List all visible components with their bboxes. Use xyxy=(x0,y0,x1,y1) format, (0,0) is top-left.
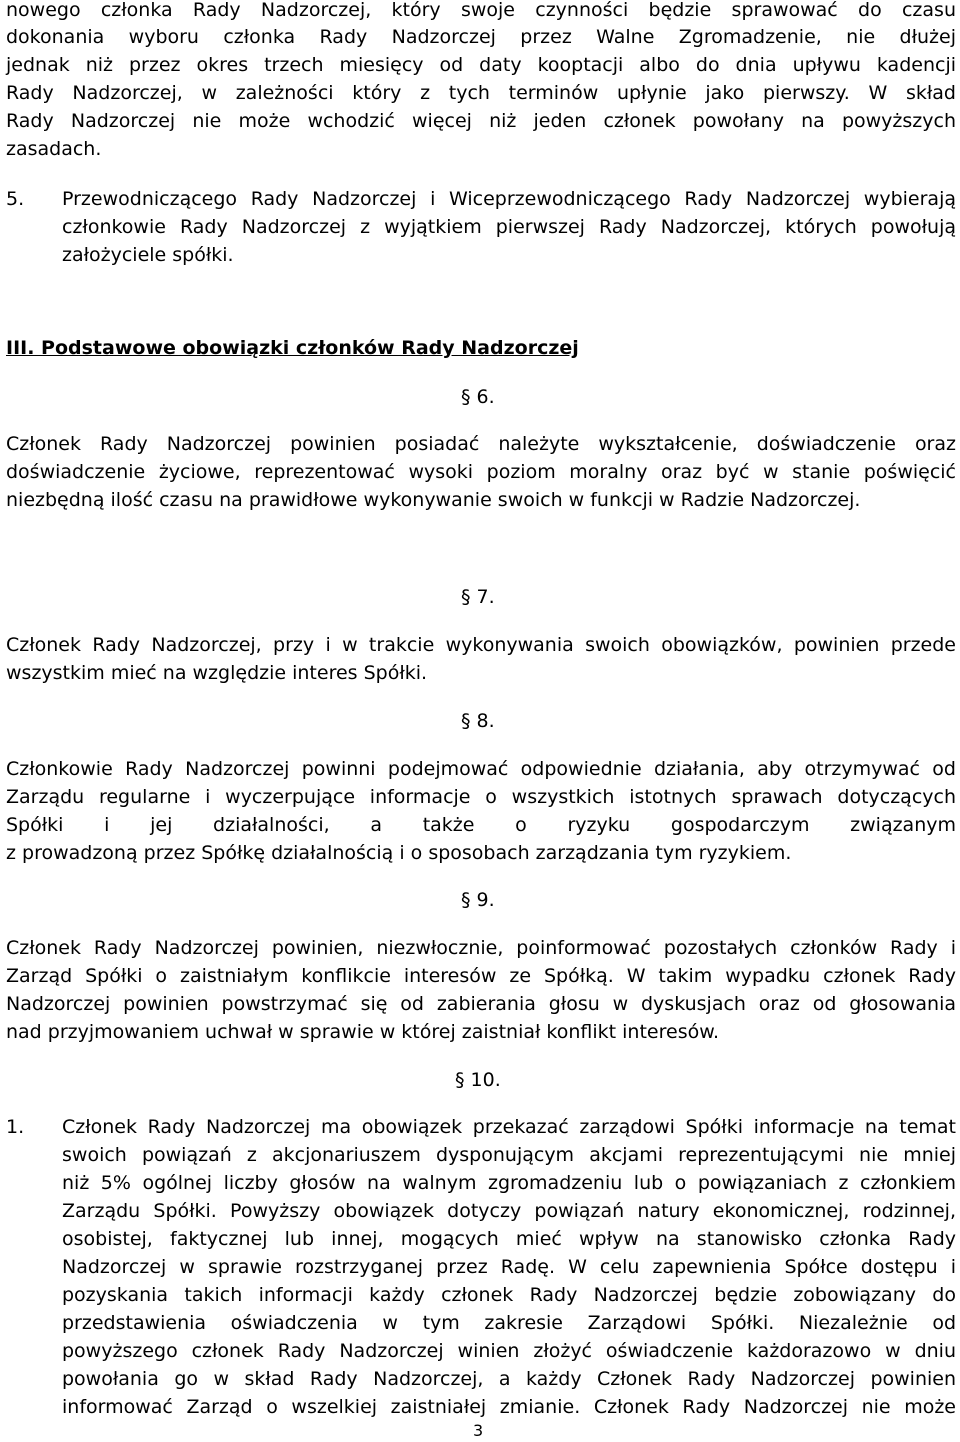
text-line: wszystkim mieć na względzie interes Spółki. xyxy=(6,662,428,684)
text-line: informować Zarząd o wszelkiej zaistniałej zmianie. Członek Rady Nadzorczej nie może xyxy=(62,1396,956,1418)
text-line: jednak niż przez okres trzech miesięcy od daty kooptacji albo do dnia upływu kadencji xyxy=(6,54,956,76)
text-line: Zarządu Spółki. Powyższy obowiązek dotyczy powiązań natury ekonomicznej, rodzinnej, xyxy=(62,1200,956,1222)
text-line: doświadczenie życiowe, reprezentować wysoki poziom moralny oraz być w stanie poświęcić xyxy=(6,461,956,483)
text-line: z prowadzoną przez Spółkę działalnością i o sposobach zarządzania tym ryzykiem. xyxy=(6,842,792,864)
text-line: swoich powiązań z akcjonariuszem dysponującym akcjami reprezentującymi nie mniej xyxy=(62,1144,956,1166)
text-line: Członek Rady Nadzorczej powinien, niezwłocznie, poinformować pozostałych członków Rady i xyxy=(6,937,956,959)
text-line: Członkowie Rady Nadzorczej powinni podejmować odpowiednie działania, aby otrzymywać od xyxy=(6,758,956,780)
text-line: Przewodniczącego Rady Nadzorczej i Wiceprzewodniczącego Rady Nadzorczej wybierają xyxy=(62,188,956,210)
text-line: Członek Rady Nadzorczej ma obowiązek przekazać zarządowi Spółki informacje na temat xyxy=(62,1116,956,1138)
text-line: powołania go w skład Rady Nadzorczej, a każdy Członek Rady Nadzorczej powinien xyxy=(62,1368,956,1390)
paragraph-sign-10: § 10. xyxy=(455,1069,501,1091)
list-number: 1. xyxy=(6,1116,25,1138)
section-heading: III. Podstawowe obowiązki członków Rady Nadzorczej xyxy=(6,337,579,359)
text-line: Członek Rady Nadzorczej, przy i w trakcie wykonywania swoich obowiązków, powinien przede xyxy=(6,634,956,656)
text-line: pozyskania takich informacji każdy członek Rady Nadzorczej będzie zobowiązany do xyxy=(62,1284,956,1306)
text-line: zasadach. xyxy=(6,138,102,160)
text-line: członkowie Rady Nadzorczej z wyjątkiem pierwszej Rady Nadzorczej, których powołują xyxy=(62,216,956,238)
text-line: Zarząd Spółki o zaistniałym konflikcie interesów ze Spółką. W takim wypadku członek Rady xyxy=(6,965,956,987)
text-line: przedstawienia oświadczenia w tym zakresie Zarządowi Spółki. Niezależnie od xyxy=(62,1312,956,1334)
text-line: Członek Rady Nadzorczej powinien posiadać należyte wykształcenie, doświadczenie oraz xyxy=(6,433,956,455)
text-line: Rady Nadzorczej, w zależności który z tych terminów upłynie jako pierwszy. W skład xyxy=(6,82,956,104)
text-line: dokonania wyboru członka Rady Nadzorczej przez Walne Zgromadzenie, nie dłużej xyxy=(6,26,956,48)
paragraph-sign-9: § 9. xyxy=(461,889,495,911)
text-line: powyższego członek Rady Nadzorczej winien złożyć oświadczenie każdorazowo w dniu xyxy=(62,1340,956,1362)
paragraph-sign-6: § 6. xyxy=(461,386,495,408)
text-line: Zarządu regularne i wyczerpujące informacje o wszystkich istotnych sprawach dotyczących xyxy=(6,786,956,808)
text-line: Rady Nadzorczej nie może wchodzić więcej niż jeden członek powołany na powyższych xyxy=(6,110,956,132)
text-line: niż 5% ogólnej liczby głosów na walnym zgromadzeniu lub o powiązaniach z członkiem xyxy=(62,1172,956,1194)
text-line: nad przyjmowaniem uchwał w sprawie w której zaistniał konflikt interesów. xyxy=(6,1021,720,1043)
text-line: Nadzorczej w sprawie rozstrzyganej przez Radę. W celu zapewnienia Spółce dostępu i xyxy=(62,1256,956,1278)
paragraph-sign-8: § 8. xyxy=(461,710,495,732)
paragraph-sign-7: § 7. xyxy=(461,586,495,608)
text-line: osobistej, faktycznej lub innej, mogących mieć wpływ na stanowisko członka Rady xyxy=(62,1228,956,1250)
page-number: 3 xyxy=(473,1421,484,1440)
text-line: nowego członka Rady Nadzorczej, który swoje czynności będzie sprawować do czasu xyxy=(6,0,956,21)
list-number: 5. xyxy=(6,188,25,210)
text-line: Nadzorczej powinien powstrzymać się od zabierania głosu w dyskusjach oraz od głosowania xyxy=(6,993,956,1015)
text-line: założyciele spółki. xyxy=(62,244,234,266)
text-line: niezbędną ilość czasu na prawidłowe wykonywanie swoich w funkcji w Radzie Nadzorczej. xyxy=(6,489,861,511)
text-line: Spółki i jej działalności, a także o ryzyku gospodarczym związanym xyxy=(6,814,956,836)
